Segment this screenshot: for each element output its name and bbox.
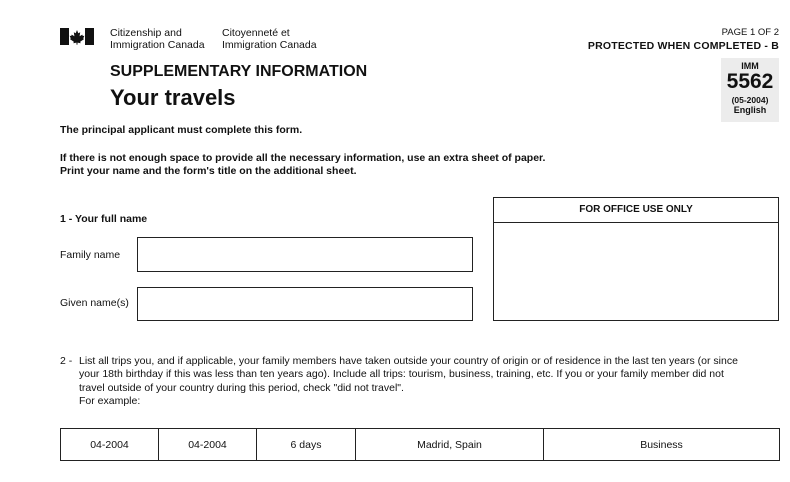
extra-sheet-instruction-line-2: Print your name and the form's title on the additional sheet. — [60, 165, 357, 177]
example-duration: 6 days — [257, 429, 356, 461]
section-2-line-3: travel outside of your country during this period, check "did not travel". — [79, 381, 404, 394]
form-id-version: (05-2004) — [731, 95, 769, 105]
given-names-field[interactable] — [137, 287, 473, 321]
section-2-line-2: your 18th birthday if this was less than ten years ago). Include all trips: tourism, business, training, etc. If you or your family member did not — [79, 368, 724, 381]
example-to-date: 04-2004 — [159, 429, 257, 461]
department-fr-line-1: Citoyenneté et — [222, 27, 290, 39]
department-en-line-1: Citizenship and — [110, 27, 182, 39]
page-indicator: PAGE 1 OF 2 — [721, 27, 779, 38]
form-id-language: English — [733, 105, 767, 115]
example-from-date: 04-2004 — [61, 429, 159, 461]
section-2-line-1: List all trips you, and if applicable, your family members have taken outside your country of origin or of residence in the last ten years (or since — [79, 355, 738, 367]
table-row — [61, 429, 780, 461]
office-use-title: FOR OFFICE USE ONLY — [494, 198, 778, 223]
department-name-en — [110, 27, 205, 51]
family-name-label: Family name — [60, 249, 121, 261]
form-subtitle: SUPPLEMENTARY INFORMATION — [110, 63, 368, 80]
family-name-field[interactable] — [137, 237, 473, 272]
example-trip-table — [60, 428, 780, 461]
department-name-fr — [222, 27, 317, 51]
form-title: Your travels — [110, 85, 236, 110]
form-id-box — [721, 58, 779, 122]
form-id-number: 5562 — [726, 70, 774, 93]
section-2-instructions — [79, 355, 783, 409]
section-2-line-4: For example: — [79, 395, 141, 408]
principal-applicant-instruction: The principal applicant must complete this form. — [60, 124, 303, 136]
section-2-number: 2 - — [60, 355, 73, 367]
extra-sheet-instruction-line-1: If there is not enough space to provide all the necessary information, use an extra sheet of paper. — [60, 152, 546, 164]
example-destination: Madrid, Spain — [356, 429, 544, 461]
department-en-line-2: Immigration Canada — [110, 39, 205, 51]
given-names-label: Given name(s) — [60, 297, 129, 309]
department-fr-line-2: Immigration Canada — [222, 39, 317, 51]
canada-flag-icon — [60, 28, 94, 45]
section-1-heading: 1 - Your full name — [60, 213, 148, 225]
protected-notice: PROTECTED WHEN COMPLETED - B — [587, 40, 779, 52]
example-purpose: Business — [544, 429, 780, 461]
office-use-box — [493, 197, 779, 321]
form-id-prefix: IMM — [741, 61, 759, 71]
